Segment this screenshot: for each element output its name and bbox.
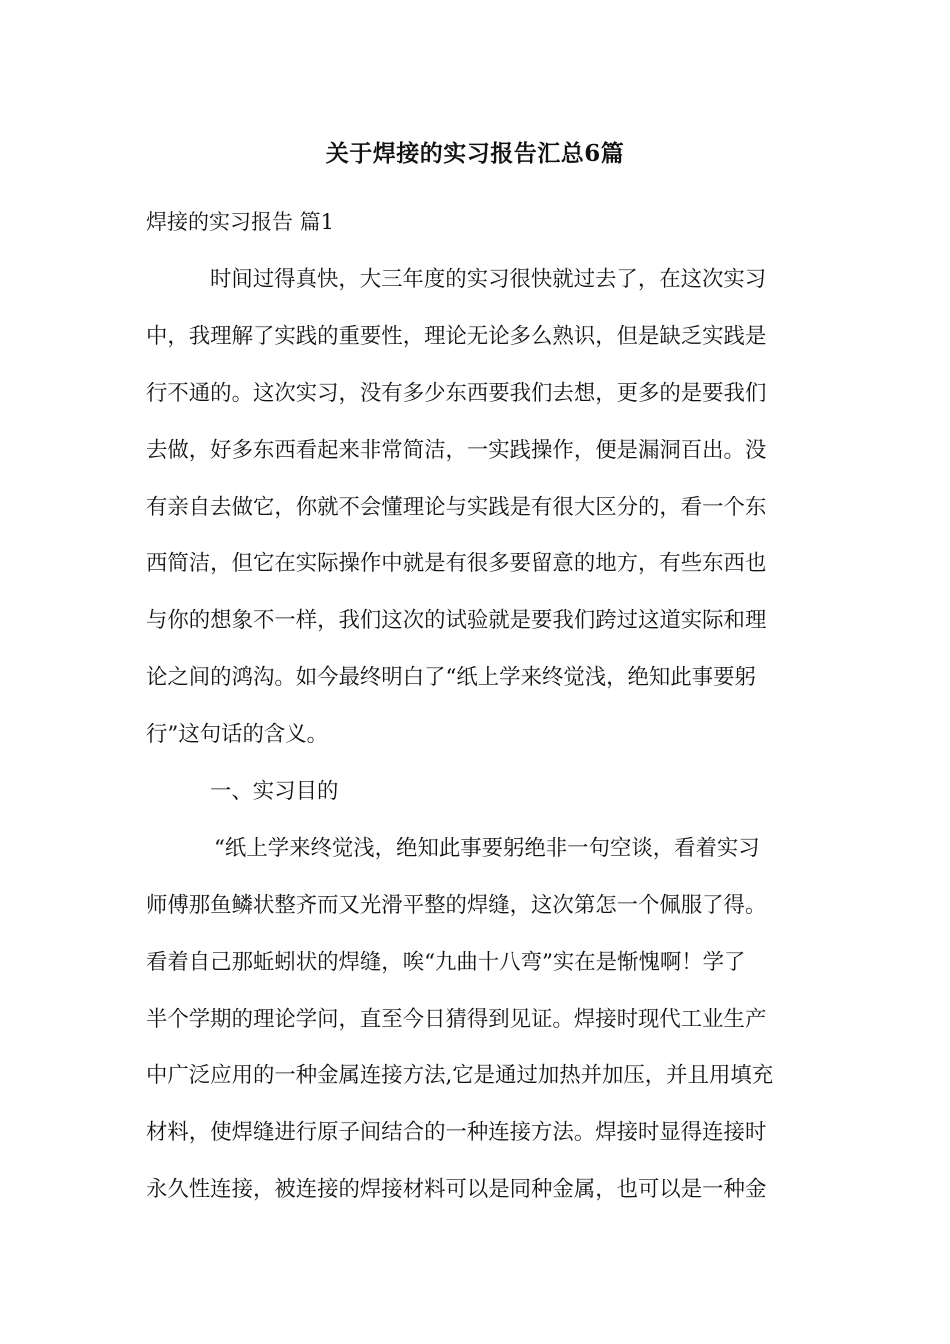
section-title: 焊接的实习报告 篇1 [146, 210, 335, 234]
paragraph-line: 时间过得真快，大三年度的实习很快就过去了，在这次实习 [210, 267, 767, 292]
paragraph-line: 半个学期的理论学问，直至今日猜得到见证。焊接时现代工业生产 [146, 1006, 767, 1032]
paragraph-line: “纸上学来终觉浅，绝知此事要躬绝非一句空谈，看着实习 [214, 835, 760, 861]
paragraph-line: 与你的想象不一样，我们这次的试验就是要我们跨过这道实际和理 [146, 608, 767, 634]
paragraph-line: 有亲自去做它，你就不会懂理论与实践是有很大区分的，看一个东 [146, 494, 767, 520]
paragraph-line: 中，我理解了实践的重要性，理论无论多么熟识，但是缺乏实践是 [146, 323, 767, 349]
document-body [146, 262, 806, 1229]
paragraph-line: 论之间的鸿沟。如今最终明白了“纸上学来终觉浅，绝知此事要躬 [146, 665, 756, 691]
paragraph-line: 看着自己那蚯蚓状的焊缝，唉“九曲十八弯”实在是惭愧啊！学了 [146, 949, 746, 975]
paragraph-line: 永久性连接，被连接的焊接材料可以是同种金属，也可以是一种金 [146, 1177, 767, 1203]
paragraph-line: 材料，使焊缝进行原子间结合的一种连接方法。焊接时显得连接时 [146, 1120, 767, 1146]
paragraph-line: 行”这句话的含义。 [146, 722, 329, 748]
document-title: 关于焊接的实习报告汇总6篇 [325, 140, 625, 167]
paragraph-line: 师傅那鱼鳞状整齐而又光滑平整的焊缝，这次第怎一个佩服了得。 [146, 892, 767, 918]
subheading: 一、实习目的 [210, 779, 339, 805]
paragraph-line: 去做，好多东西看起来非常简洁，一实践操作，便是漏洞百出。没 [146, 437, 767, 463]
paragraph-line: 中广泛应用的一种金属连接方法,它是通过加热并加压，并且用填充 [146, 1063, 774, 1089]
paragraph-line: 行不通的。这次实习，没有多少东西要我们去想，更多的是要我们 [146, 380, 767, 406]
paragraph-line: 西简洁，但它在实际操作中就是有很多要留意的地方，有些东西也 [146, 551, 767, 577]
